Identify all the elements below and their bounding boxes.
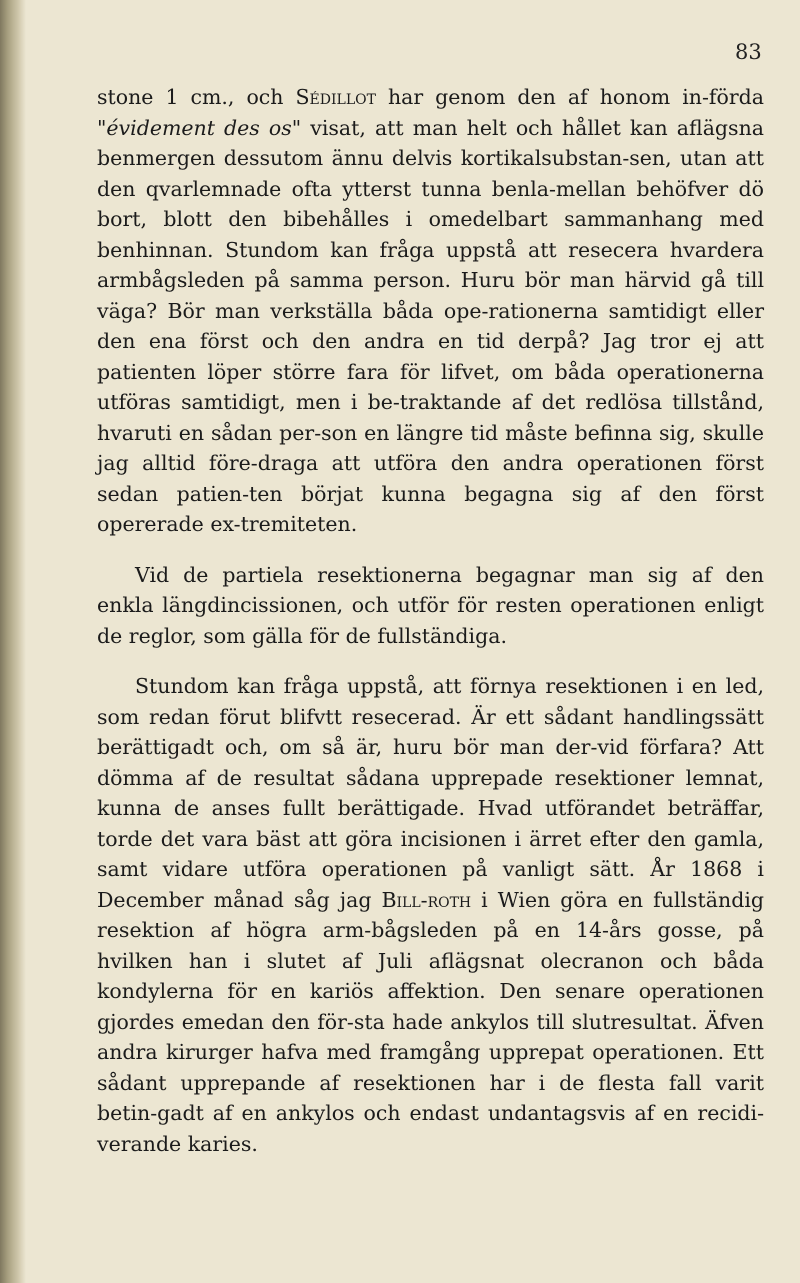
text-segment: stone 1 cm., och: [97, 85, 296, 109]
author-name-sedillot: Sédillot: [295, 85, 376, 109]
text-segment: visat, att man helt och hållet kan aflägsna benmergen dessutom ännu delvis kortikalsubstan-sen, utan att den qvarlemnade ofta ytterst tunna benla-mellan behöfver dö bort, blott den bibehålles i omedelbart sammanhang med benhinnan. Stundom kan fråga uppstå att resecera hvardera armbågsleden på samma person. Huru bör man härvid gå till väga? Bör man verkställa båda ope-rationerna samtidigt eller den ena först och den andra en tid derpå? Jag tror ej att patienten löper större fara för lifvet, om båda operationerna utföras samtidigt, men i be-traktande af det redlösa tillstånd, hvaruti en sådan per-son en längre tid måste befinna sig, skulle jag alltid före-draga att utföra den andra operationen först sedan patien-ten börjat kunna begagna sig af den först opererade ex-tremiteten.: [97, 115, 764, 536]
text-segment: har genom den af honom in-förda: [375, 85, 764, 109]
book-spine-shadow: [0, 0, 26, 1283]
paragraph-3: [97, 671, 764, 1159]
author-name-billroth: Bill-roth: [381, 887, 472, 912]
text-segment: Vid de partiela resektionerna begagnar man sig af den enkla längdincissionen, och utför för resten operationen enligt de reglor, som gälla för de fullständiga.: [97, 562, 764, 648]
paragraph-1: [97, 82, 764, 540]
text-segment: Stundom kan fråga uppstå, att förnya resektionen i en led, som redan förut blifvtt resecerad. Är ett sådant handlingssätt berättigadt och, om så är, huru bör man der-vid förfara? Att dömma af de resultat sådana upprepade resektioner lemnat, kunna de anses fullt berättigade. Hvad utförandet beträffar, torde det vara bäst att göra incisionen i ärret efter den gamla, samt vidare utföra operationen på vanligt sätt. År 1868 i December månad såg jag: [97, 674, 764, 912]
paragraph-2: [97, 560, 764, 652]
text-segment: i Wien göra en fullständig resektion af högra arm-bågsleden på en 14-års gosse, på hvilken han i slutet af Juli aflägsnat olecranon och båda kondylerna för en kariös affektion. Den senare operationen gjordes emedan den för-sta hade ankylos till slutresultat. Äfven andra kirurger hafva med framgång upprepat operationen. Ett sådant upprepande af resektionen har i de flesta fall varit betin-gadt af en ankylos och endast undantagsvis af en recidi-verande karies.: [97, 887, 765, 1156]
body-text: [97, 82, 764, 1159]
page-number: 83: [735, 40, 762, 64]
italic-term: "évidement des os": [97, 115, 302, 140]
